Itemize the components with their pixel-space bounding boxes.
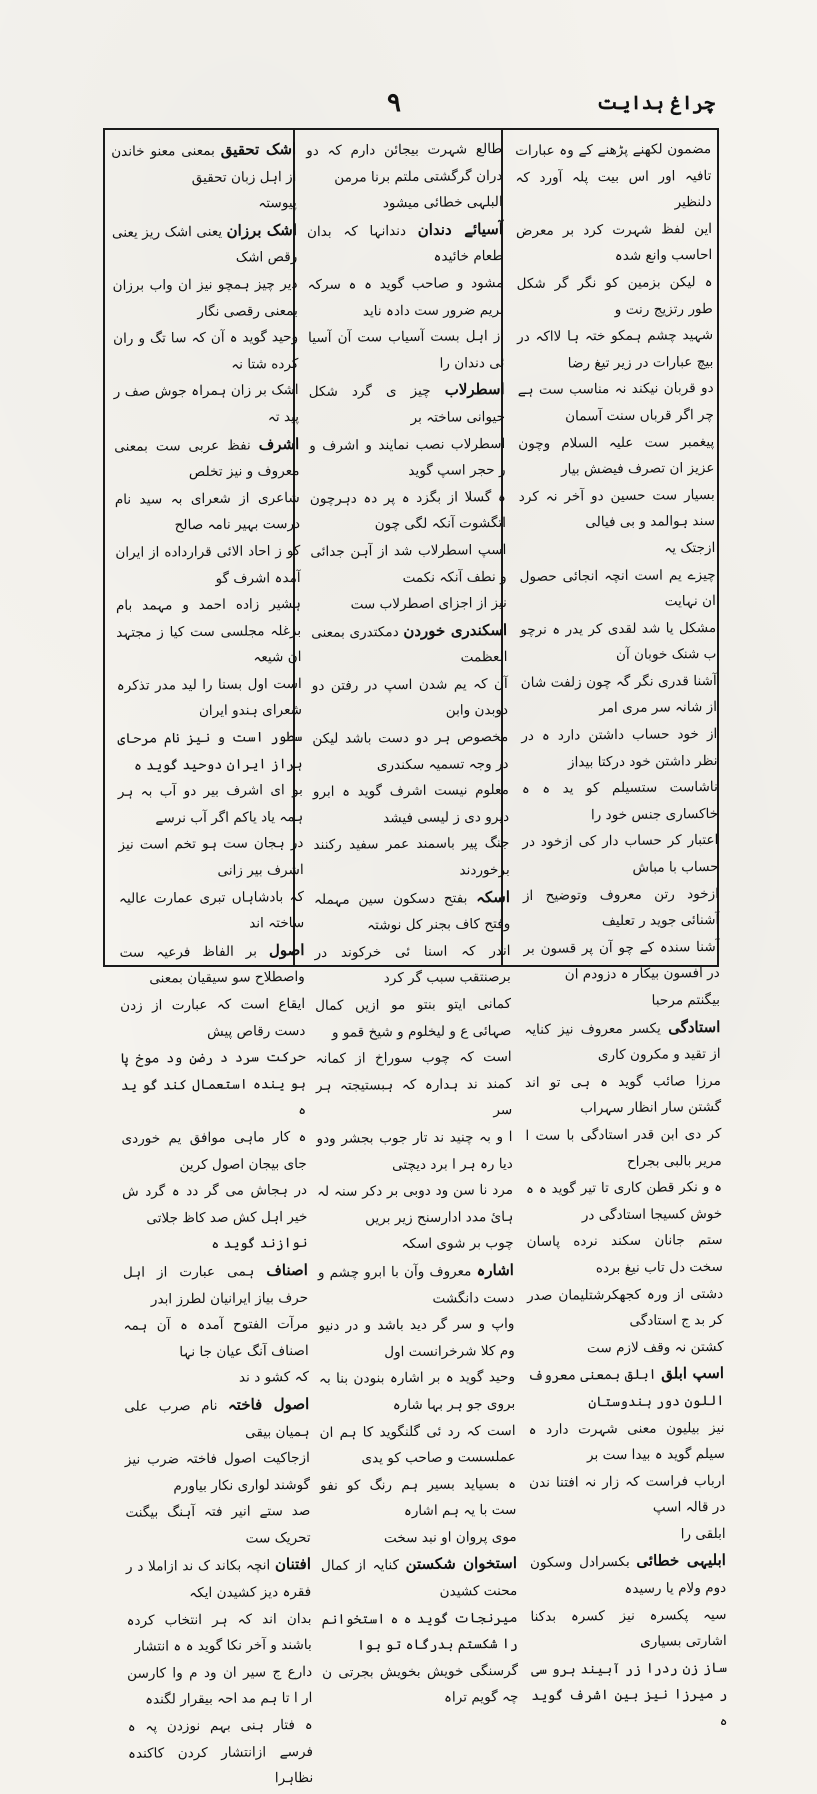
entry-text: ہ کار ماہی موافق یم خوردی جای بیجان اصول کرین	[121, 1128, 307, 1173]
text-line	[307, 270, 504, 325]
entry-text: گرسنگی خویش بخویش بجرتی ن چہ گویم تراہ	[321, 1662, 519, 1707]
entry-text: دیر چیز ہمچو نیز ان واب برزان بمعنی رقصی نگار	[112, 275, 298, 320]
text-line	[125, 1498, 311, 1553]
entry-text: اسپ اسطرلاب شد از آہن جدائی و نطف آنکہ نکمت	[310, 541, 507, 586]
entry-text: مشود و صاحب گوید ہ ہ سرکہ بریم ضرور ست دادہ ناید	[307, 274, 504, 320]
text-line	[318, 1257, 515, 1313]
entry-text: ا و بہ چنید ند تار جوب بجشر ودو دیا رہ ہر ا برد دیچتی	[316, 1128, 513, 1173]
text-line	[530, 1547, 727, 1603]
entry-text: یعنی اشک ریز یعنی رقص اشک	[111, 223, 298, 267]
text-line	[114, 431, 300, 487]
text-line	[128, 1712, 314, 1794]
entry-text: دو قربان نیکند نہ مناسب ست ہے چر اگر قرباں سنت آسمان	[517, 380, 715, 425]
entry-text: بو ای اشرف بیر دو آب بہ ہر ہمہ یاد یاکم اگر آب نرسے	[117, 782, 304, 827]
entry-text: نام صرب علی ہمیان بیقی	[124, 1397, 310, 1441]
text-line	[312, 724, 509, 779]
entry-text: بفتح دسکون سین مہملہ وفتح کاف بجنر کل نوشتہ	[313, 889, 511, 934]
entry-text: کر دی ابن قدر استادگی با ست ا مریر بالبی بجراح	[525, 1125, 722, 1170]
entry-text: است کہ چوب سوراخ از کمانہ کمند ند ہدارہ کہ ہبستیجتہ ہر سر	[315, 1049, 513, 1119]
entry-text: جنگ پیر باسمند عمر سفید رکنند برخوردند	[313, 835, 510, 879]
text-line	[112, 190, 297, 219]
entry-text: ایقاع است کہ عبارت از زدن دست رقاص پیش	[120, 995, 306, 1040]
entry-text: بمعنی معنو خاندن از اہل زبان تحقیق	[111, 142, 297, 186]
text-line	[531, 1655, 728, 1737]
entry-headword: اشارہ	[476, 1260, 514, 1280]
entry-text: ستم جانان سکند نرده پاسان سخت دل تاب نیغ برده	[526, 1232, 723, 1277]
entry-text: در ہجان ست ہو تخم است نیز اشرف بیر زانی	[118, 835, 304, 879]
text-line	[317, 1177, 514, 1232]
entry-text: کشتن نہ وقف لازم ست	[586, 1338, 724, 1357]
entry-text: ناشاست ستسیلم کو ید ہ ہ خاکساری جنس خود را	[521, 779, 719, 824]
entry-text: ابلقی را	[680, 1525, 726, 1543]
text-line	[314, 884, 511, 940]
entry-text: شاعری از شعرای بہ سید نام درست بہیر نامہ صالح	[114, 489, 301, 534]
entry-headword: اسطرلاب	[444, 380, 505, 399]
text-line	[320, 1471, 517, 1526]
entry-headword: اصول فاختہ	[227, 1394, 310, 1414]
entry-text: دارع ج سیر ان ود م وا کارسن ار ا تا ہم مد احہ بیقرار لگندہ	[127, 1663, 313, 1709]
entry-text: اندر کہ اسنا ئی خرکوند در برصنتقب سبب گر کرد	[314, 942, 511, 987]
text-line	[316, 1044, 513, 1126]
text-line	[119, 937, 305, 993]
entry-headword: اشک تحقیق	[220, 139, 297, 159]
entry-text: ہ فتار ہنی بہم نوزدن پہ ہ فرسے ازانتشار کردن کاکندہ نظاہرا	[127, 1716, 314, 1787]
running-title: چراغ ہدایت	[597, 92, 715, 114]
text-line	[119, 884, 305, 939]
text-line	[523, 881, 720, 936]
entry-text: نیز از اجزای اصطرلاب ست	[350, 595, 507, 613]
entry-text: پیوستہ	[258, 195, 297, 212]
text-line	[314, 938, 511, 993]
text-line	[528, 1360, 725, 1416]
text-line	[526, 1227, 723, 1282]
entry-text: مرزا صائب گوید ہ ہی تو اند گشتن سار انظار سہراب	[524, 1072, 722, 1117]
entry-text: ہ و نکر قطن کاری تا تیر گوید ہ ہ خوش کسیجا استادگی در	[525, 1179, 723, 1224]
text-line	[315, 991, 512, 1046]
entry-text: بر الفاظ فرعیہ ست واصطلاح سو سیقیان بمعنی	[119, 943, 305, 987]
entry-text: دندانہا کہ بدان طعام خائیدہ	[306, 222, 504, 266]
text-line	[310, 537, 507, 592]
entry-text: کہ کشو د ند	[238, 1369, 310, 1386]
entry-text: آشنا سندہ کے چو آن پر قسون بر در افسون بیکار ہ دزودم ان	[523, 938, 720, 983]
entry-text: بسیار ست حسین دو آخر نہ کرد سند ہوالمد و بی فیالی	[518, 486, 716, 531]
text-line	[519, 535, 715, 564]
entry-text: بکسرادل وسکون دوم ولام یا رسیدہ	[529, 1554, 727, 1598]
entry-text: مضمون لکھنے پڑھنے کے وہ عبارات تافیہ اور اس بیت پلہ آورد کہ دلنظیر	[515, 140, 712, 211]
text-line	[530, 1521, 726, 1550]
entry-text: انچہ بکاند ک ند ازاملا د ر فقرہ دیز کشیدن ایکہ	[125, 1557, 312, 1602]
text-line	[114, 377, 300, 432]
page-header	[115, 88, 715, 128]
text-line	[528, 1334, 724, 1363]
entry-text: مرآت الفتوح آمدہ ہ آن ہمہ اصناف آنگ عیان جا نہا	[123, 1316, 309, 1361]
text-line	[529, 1468, 726, 1523]
text-line	[312, 671, 509, 726]
text-line	[125, 1445, 311, 1500]
text-line	[523, 934, 720, 989]
text-line	[122, 1177, 308, 1232]
entry-text: اعتبار کر حساب دار کی ازخود در حساب با مباش	[522, 832, 719, 876]
entry-text: طالع شہرت بیجائن دارم کہ دو دران گرگشتی ملتم برنا مرمن	[306, 140, 503, 186]
entry-text: حرکت سرد د رضن ود موخ پا ہو یندہ استعمال کند گو ید ہ	[120, 1049, 307, 1119]
entry-text: کنایہ از کمال محنت کشیدن	[320, 1557, 518, 1600]
text-line	[321, 1524, 517, 1553]
entry-text: در ہجاش می گر دد ہ گرد ش خیر اہل کش صد کاظ جلاتی	[121, 1182, 308, 1227]
entry-text: چیزے یم است انچہ انجائی حصول ان نہایت	[519, 566, 716, 610]
entry-text: یکسر معروف نیز کنایہ از تقید و مکرون کاری	[524, 1020, 721, 1064]
text-line	[522, 774, 719, 829]
entry-text: صد ستے انیر فتہ آہنگ بیگنت تحریک ست	[125, 1503, 311, 1547]
entry-text: آشنا قدری نگر گہ چون زلفت شان از شانہ سر مری امر	[520, 672, 718, 717]
entry-headword: افتنان	[274, 1555, 312, 1574]
text-line	[308, 323, 505, 378]
entry-text: آن کہ یم شدن اسپ در رفتن دو دوبدن وابن	[311, 675, 509, 720]
text-line	[520, 615, 717, 670]
text-line	[121, 1044, 307, 1126]
text-line	[113, 324, 299, 379]
text-line	[310, 484, 507, 539]
entry-headword: اسکہ	[476, 887, 511, 906]
text-line	[121, 1124, 307, 1179]
text-line	[522, 827, 719, 882]
text-line	[309, 376, 506, 432]
text-line	[123, 1311, 309, 1366]
text-line	[518, 429, 715, 484]
entry-text: ارباب فراست کہ زار نہ افتنا ندن در قالہ اسپ	[529, 1472, 726, 1516]
text-line	[117, 671, 303, 726]
text-line	[524, 1014, 721, 1070]
text-line	[126, 1551, 312, 1607]
text-line	[124, 1391, 310, 1447]
entry-text: البلہی خطائی میشود	[382, 194, 503, 212]
entry-text: بیگنتم مرحبا	[651, 991, 721, 1009]
text-line	[321, 1605, 518, 1660]
text-line	[525, 1121, 722, 1176]
entry-text: چیز ی گرد شکل حیوانی ساختہ بر	[308, 382, 506, 426]
text-line	[527, 1280, 724, 1335]
text-line	[319, 1417, 516, 1472]
text-line	[306, 136, 503, 191]
entry-text: ہ بسیاید بسیر ہم رنگ کو نفو ست با یہ ہم اشارہ	[320, 1475, 517, 1520]
entry-text: اسطرلاب نصب نمایند و اشرف و ر حجر اسپ گوید	[309, 435, 506, 480]
entry-headword: ابلیہی خطائی	[636, 1551, 727, 1571]
entry-text: موی پروان او نبد سخت	[383, 1528, 517, 1547]
text-line	[316, 1124, 513, 1179]
text-line	[517, 322, 714, 377]
text-line	[519, 482, 716, 537]
entry-text: ازجاکیت اصول فاختہ ضرب نیز گوشند لواری نکار بیاورم	[124, 1450, 311, 1495]
text-line	[123, 1257, 309, 1313]
column-middle	[306, 136, 519, 1707]
entry-text: سطور است و نیز نام مرحای ہراز ایران دوحید گوید ہ	[117, 729, 303, 774]
text-line	[313, 830, 510, 885]
entry-text: ساز زن ردرا زر آبیند ہرو سی ر میرزا نیز بین اشرف گوید ہ	[530, 1659, 728, 1730]
entry-text: این لفظ شہرت کرد بر معرض احاسب وانع شدہ	[515, 220, 713, 265]
text-line	[111, 136, 297, 192]
text-line	[122, 1230, 307, 1259]
entry-text: ہ لیکن بزمین کو نگر گر شکل طور رتزیج رنت و	[516, 273, 713, 318]
entry-text: از اہل بست آسیاب ست آن آسیا ئی دندان را	[308, 328, 505, 372]
text-frame	[103, 128, 728, 1787]
entry-headword: اشرف	[258, 434, 300, 453]
entry-text: وحید گوید ہ بر اشارہ بنودن بنا بہ بروی جو ہر بہا شارہ	[318, 1369, 516, 1414]
column-left	[111, 136, 314, 1787]
text-line	[311, 617, 508, 673]
text-line	[115, 538, 301, 593]
text-line	[120, 991, 306, 1046]
text-line	[118, 830, 304, 885]
text-line	[322, 1658, 519, 1713]
entry-headword: اصول	[268, 940, 305, 960]
entry-text: واپ و سر گر دید باشد و در دنیو وم کلا شرخرانست اول	[318, 1316, 515, 1361]
text-line	[112, 271, 298, 326]
entry-text: مشکل یا شد لقدی کر یدر ہ نرچو ب شنک خوبان آن	[520, 619, 717, 664]
text-line	[516, 269, 713, 324]
text-line	[530, 1602, 727, 1657]
entry-text: ابلق بمعنی معروف اللون دور ہندوستان	[527, 1366, 725, 1411]
entry-headword: استخوان شکستن	[405, 1554, 518, 1574]
text-line	[309, 431, 506, 486]
entry-headword: اسکندری خوردن	[403, 620, 508, 640]
entry-text: نفظ عربی ست بمعنی معروف و نیز تخلص	[114, 436, 300, 481]
entry-text: سیہ پکسرہ نیز کسرہ بدکنا اشارتی بسیاری	[530, 1606, 727, 1651]
column-right	[515, 136, 728, 1730]
entry-text: نیز بیلیون معنی شہرت دارد ہ سیلم گوید ہ بیدا ست بر	[528, 1419, 725, 1464]
entry-headword: استادگی	[668, 1017, 721, 1037]
text-line	[318, 1311, 515, 1366]
text-line	[524, 987, 720, 1016]
text-line	[115, 485, 301, 540]
text-line	[118, 777, 304, 832]
entry-text: کمانی ایتو بنتو مو ازیں کمال صہائی ع و لیخلوم و شیخ قمو و	[315, 995, 512, 1041]
text-line	[525, 1068, 722, 1123]
text-line	[313, 777, 510, 832]
text-line	[307, 216, 504, 272]
text-line	[112, 217, 298, 273]
entry-text: کہ بادشاہاں تبری عمارت عالیہ ساختہ اند	[118, 888, 305, 932]
entry-text: وحید گوید ہ آن کہ سا تگ و ران کرده شتا نہ	[113, 329, 299, 373]
text-line	[124, 1364, 309, 1393]
page-number: ۹	[387, 88, 401, 118]
entry-text: شہید چشم ہمکو ختہ ہا لااکہ در بیچ عبارات در زیر تیغ رضا	[517, 327, 714, 372]
text-line	[311, 590, 507, 619]
text-line	[317, 1230, 513, 1259]
entry-text: ازجتک یہ	[664, 539, 716, 557]
entry-text: اشک بر زان ہمراہ جوش صف ر پید تہ	[113, 382, 300, 426]
text-line	[518, 375, 715, 430]
text-line	[127, 1659, 313, 1714]
text-line	[126, 1606, 312, 1661]
entry-text: نوازند گوید ہ	[211, 1235, 308, 1253]
entry-text: چوب بر شوی اسکہ	[401, 1235, 514, 1253]
entry-text: است کہ رد ئی گلنگوید کا ہم ان عملسست و صاحب کو یدی	[319, 1422, 516, 1467]
text-line	[321, 1550, 518, 1606]
entry-text: است اول بسنا را لید مدر تذکرہ شعرای ہندو ایران	[116, 675, 303, 720]
text-line	[519, 561, 716, 616]
entry-text: معروف وآن با ابرو چشم و دست دانگشت	[317, 1263, 515, 1307]
entry-headword: اصناف	[266, 1260, 308, 1280]
entry-text: دمکتدری بمعنی العظمت	[311, 623, 508, 666]
text-line	[521, 668, 718, 723]
entry-headword: آسیائے دندان	[417, 219, 504, 239]
entry-headword: اسپ ابلق	[661, 1364, 725, 1383]
text-line	[516, 216, 713, 271]
entry-headword: اشک برزان	[226, 220, 298, 240]
entry-text: معلوم نیست اشرف گوید ہ ابرو دیرو دی ز لیسی فیشد	[312, 782, 510, 827]
entry-text: بدان اند کہ ہر انتخاب کردہ باشند و آخر نکا گوید ہ ہ انتشار	[126, 1610, 312, 1656]
text-line	[515, 136, 712, 218]
entry-text: کو ز احاد الائی قرارداده از ایران آمدہ اشرف گو	[115, 542, 301, 587]
text-line	[117, 724, 303, 779]
entry-text: مخصوص ہر دو دست باشد لیکن در وجہ تسمیہ سکندری	[312, 729, 509, 774]
entry-text: از خود حساب داشتن دارد ہ در نظر داشتن خود درکتا بیداز	[521, 726, 718, 771]
entry-text: دشتی از ورہ کجھکرشتلیمان صدر کر بد ج استادگی	[527, 1285, 724, 1330]
entry-text: پیغمبر ست علیہ السلام وچون عزیز ان تصرف فیضش بیار	[518, 433, 715, 478]
text-line	[116, 591, 302, 673]
text-line	[307, 189, 503, 218]
entry-text: مرد نا سن ود دوبی بر دکر سنہ لہ ہائ مدد ادارسنح زیر بریں	[316, 1182, 514, 1227]
text-line	[528, 1414, 725, 1469]
entry-text: ہمی عبارت از اہل حرف بیاز ایرانیان لطرز ابدر	[122, 1263, 309, 1308]
entry-text: ہشیر زاده احمد و مہمد بام بزغلہ مجلسی ست کیا ز مجتہد ان شیعہ	[115, 596, 302, 666]
text-line	[521, 721, 718, 776]
entry-text: ہ گسلا از بگزد ہ پر دہ دہرچون اتگشوت آنکہ لگی چون	[309, 488, 507, 533]
entry-text: ازخود رتن معروف وتوضیح از آشنائی جوید ر تعلیف	[522, 885, 720, 930]
text-line	[526, 1174, 723, 1229]
entry-text: میرنجات گوید ہ ہ استخوانم را شکستم بدرگاہ تو ہوا	[321, 1609, 518, 1654]
text-line	[319, 1364, 516, 1419]
